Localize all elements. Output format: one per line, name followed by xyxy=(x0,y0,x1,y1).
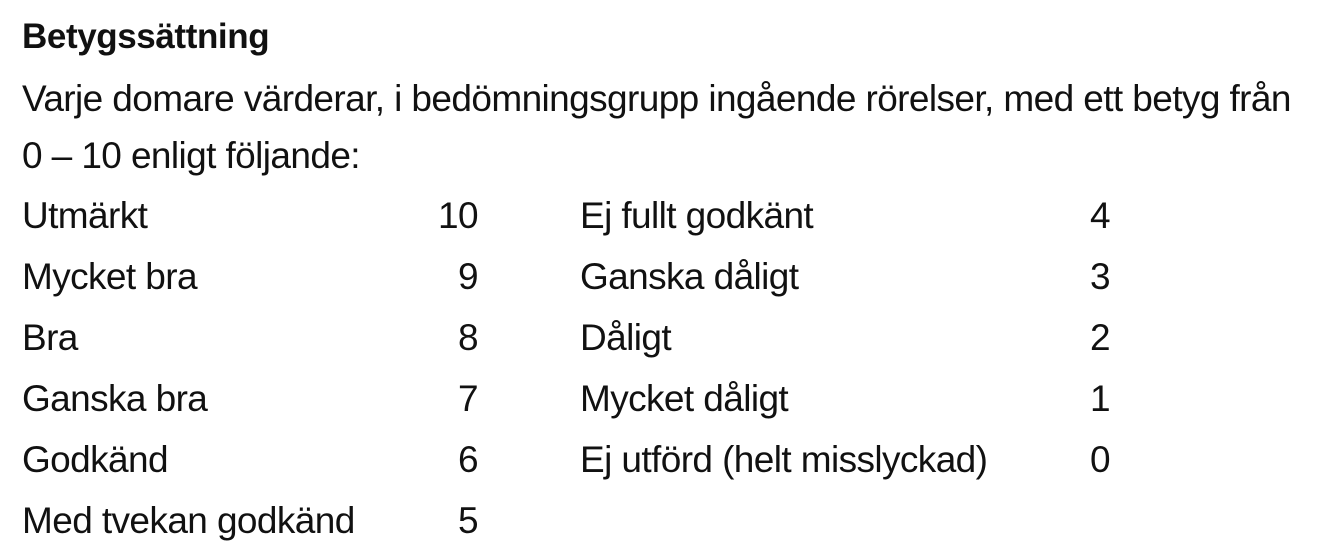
grade-label: Med tvekan godkänd xyxy=(22,500,355,541)
grade-row xyxy=(580,368,1110,429)
grade-row xyxy=(22,429,478,490)
grade-score: 8 xyxy=(458,317,478,358)
grade-row xyxy=(580,185,1110,246)
page-title: Betygssättning xyxy=(22,17,270,56)
grade-label: Utmärkt xyxy=(22,195,148,236)
grade-row xyxy=(22,246,478,307)
grade-row xyxy=(22,368,478,429)
grade-score: 7 xyxy=(458,378,478,419)
grade-score: 10 xyxy=(438,195,478,236)
grade-label: Dåligt xyxy=(580,317,671,358)
grade-label: Bra xyxy=(22,317,78,358)
grade-score: 3 xyxy=(1090,256,1110,297)
grade-row xyxy=(22,185,478,246)
grade-label: Godkänd xyxy=(22,439,168,480)
intro-line-1: Varje domare värderar, i bedömningsgrupp ingående rörelser, med ett betyg från xyxy=(22,78,1291,119)
grade-row xyxy=(580,246,1110,307)
grade-label: Ej fullt godkänt xyxy=(580,195,814,236)
grade-score: 4 xyxy=(1090,195,1110,236)
grade-label: Ganska dåligt xyxy=(580,256,799,297)
grade-row xyxy=(580,307,1110,368)
grade-row xyxy=(580,429,1110,490)
grade-score: 1 xyxy=(1090,378,1110,419)
grade-score: 9 xyxy=(458,256,478,297)
grade-label: Mycket dåligt xyxy=(580,378,789,419)
grade-score: 2 xyxy=(1090,317,1110,358)
grade-label: Mycket bra xyxy=(22,256,197,297)
grade-row xyxy=(22,307,478,368)
grade-row xyxy=(22,490,478,551)
grade-score: 0 xyxy=(1090,439,1110,480)
intro-paragraph xyxy=(22,70,1322,184)
grade-score: 6 xyxy=(458,439,478,480)
grade-score: 5 xyxy=(458,500,478,541)
grade-label: Ej utförd (helt misslyckad) xyxy=(580,439,988,480)
grade-label: Ganska bra xyxy=(22,378,208,419)
grade-list-left xyxy=(22,185,478,551)
grade-list-right xyxy=(580,185,1110,490)
intro-line-2: 0 – 10 enligt följande: xyxy=(22,135,360,176)
